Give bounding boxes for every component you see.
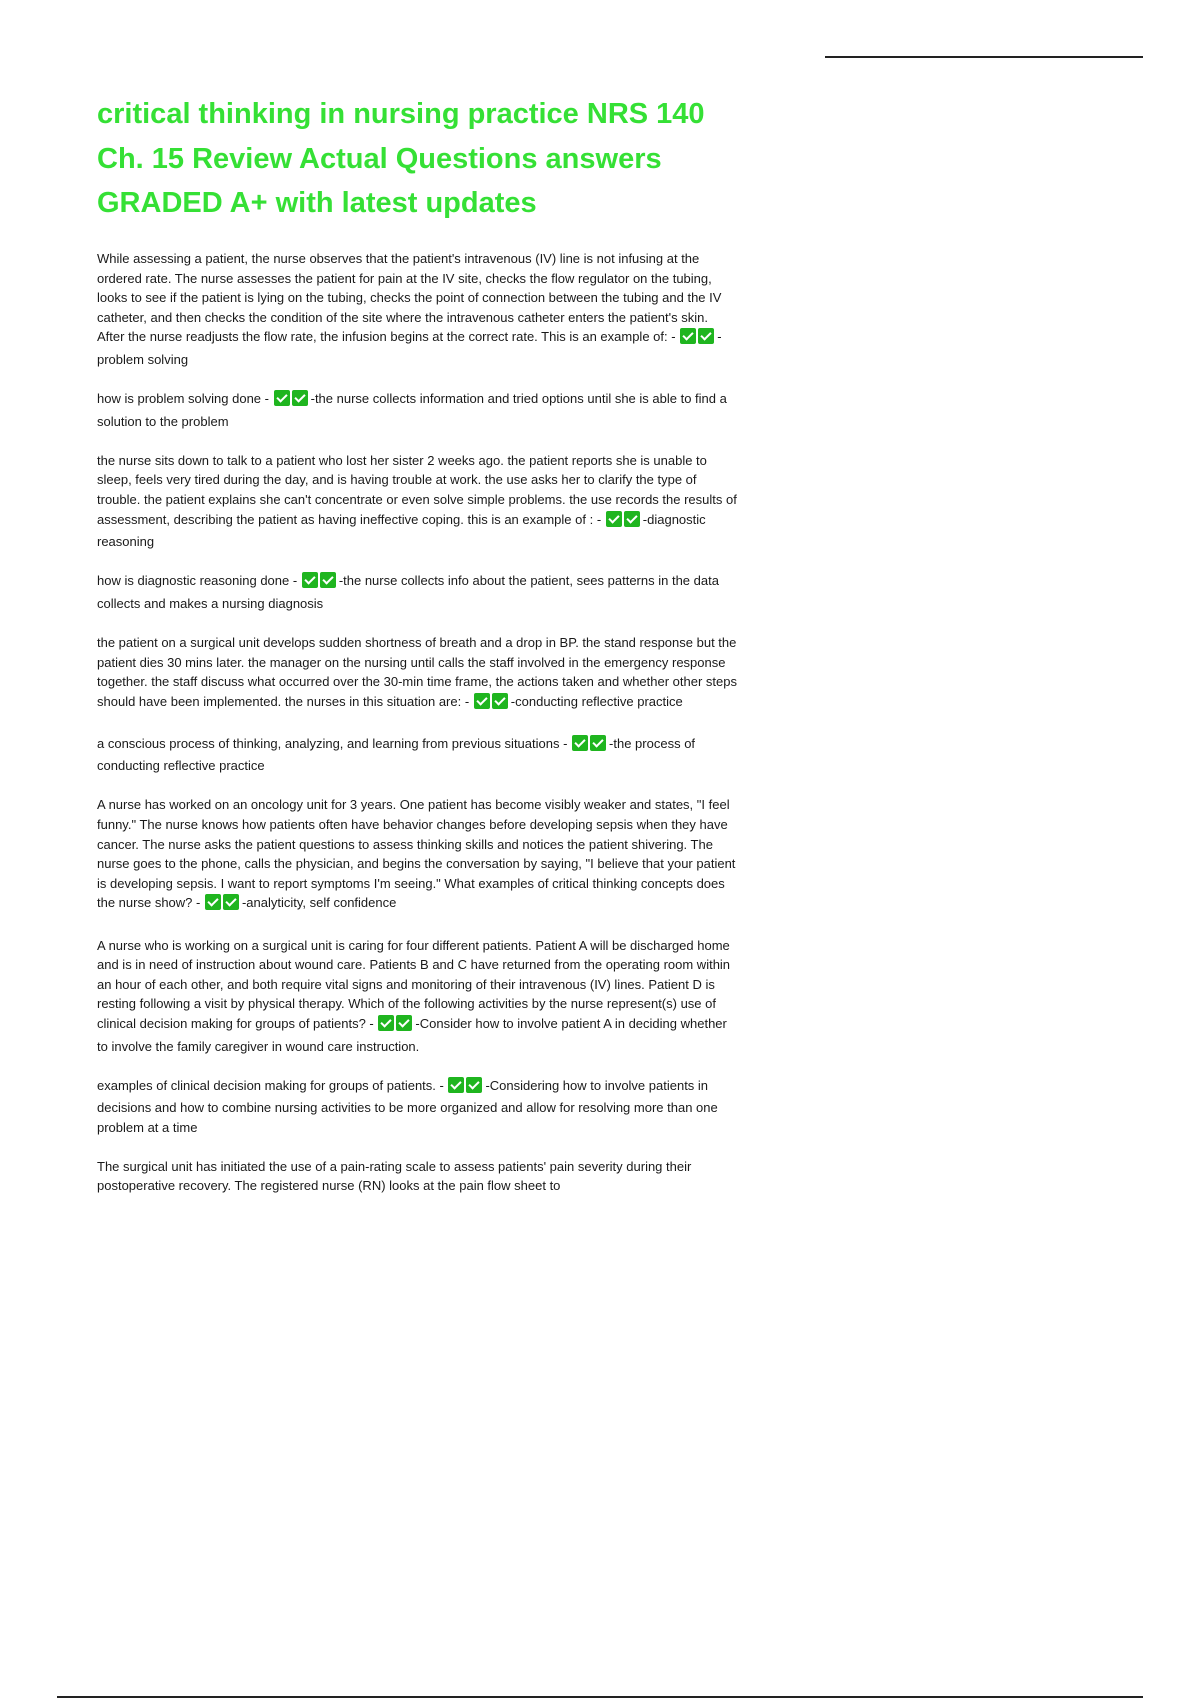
answer-text: -problem solving (97, 329, 722, 367)
check-icon (223, 894, 239, 910)
footer-rule (57, 1696, 1143, 1698)
document-title: critical thinking in nursing practice NRS 140 Ch. 15 Review Actual Questions answers GRADED A+ with latest updates (97, 98, 705, 219)
qa-item (97, 389, 737, 431)
check-icon (474, 693, 490, 709)
answer-checkmarks (572, 735, 608, 757)
qa-item (97, 451, 737, 552)
check-icon (680, 328, 696, 344)
check-icon (492, 693, 508, 709)
qa-list (97, 249, 737, 1216)
check-icon (274, 390, 290, 406)
check-icon (698, 328, 714, 344)
answer-text: -Considering how to involve patients in decisions and how to combine nursing activities to be more organized and allow for resolving more than one problem at a time (97, 1077, 718, 1135)
qa-item (97, 1157, 737, 1196)
check-icon (320, 572, 336, 588)
answer-checkmarks (378, 1015, 414, 1037)
qa-item (97, 795, 737, 916)
question-text: a conscious process of thinking, analyzing, and learning from previous situations - (97, 735, 568, 751)
qa-item (97, 1076, 737, 1138)
answer-text: -the process of conducting reflective practice (97, 735, 696, 774)
check-icon (448, 1077, 464, 1093)
check-icon (572, 735, 588, 751)
answer-checkmarks (205, 894, 241, 916)
question-text: A nurse who is working on a surgical unit is caring for four different patients. Patient A will be discharged home and is in need of instruction about wound care. Patients B and C have returned from the operating room within an hour of each other, and both require vital signs and monitoring of their intravenous (IV) lines. Patient D is resting following a visit by physical therapy. Which of the following activities by the nurse represent(s) use of clinical decision making for groups of patients? - (97, 937, 731, 1031)
check-icon (205, 894, 221, 910)
answer-text: -Consider how to involve patient A in deciding whether to involve the family caregiver in wound care instruction. (97, 1015, 727, 1054)
answer-text: -conducting reflective practice (510, 693, 683, 709)
question-text: The surgical unit has initiated the use of a pain-rating scale to assess patients' pain severity during their postoperative recovery. The registered nurse (RN) looks at the pain flow sheet to (97, 1158, 692, 1194)
qa-item (97, 936, 737, 1057)
question-text: how is diagnostic reasoning done - (97, 573, 298, 589)
answer-checkmarks (274, 390, 310, 412)
answer-text: -diagnostic reasoning (97, 511, 706, 550)
check-icon (378, 1015, 394, 1031)
qa-item (97, 633, 737, 714)
check-icon (606, 511, 622, 527)
check-icon (590, 735, 606, 751)
question-text: the nurse sits down to talk to a patient who lost her sister 2 weeks ago. the patient reports she is unable to sleep, feels very tired during the day, and is having trouble at work. the use asks her to clarify the type of trouble. the patient explains she can't concentrate or even solve simple problems. the use records the results of assessment, describing the patient as having ineffective coping. this is an example of : - (97, 452, 737, 527)
answer-checkmarks (302, 572, 338, 594)
qa-item (97, 249, 737, 370)
answer-checkmarks (474, 693, 510, 715)
check-icon (466, 1077, 482, 1093)
answer-checkmarks (448, 1077, 484, 1099)
answer-text: -the nurse collects information and tried options until she is able to find a solution to the problem (97, 391, 727, 429)
question-text: the patient on a surgical unit develops sudden shortness of breath and a drop in BP. the stand response but the patient dies 30 mins later. the manager on the nursing until calls the staff involved in the emergency response together. the staff discuss what occurred over the 30-min time frame, the actions taken and whether other steps should have been implemented. the nurses in this situation are: - (97, 634, 737, 709)
check-icon (396, 1015, 412, 1031)
answer-text: -analyticity, self confidence (241, 895, 397, 911)
qa-item (97, 571, 737, 613)
check-icon (302, 572, 318, 588)
answer-checkmarks (606, 511, 642, 533)
answer-checkmarks (680, 328, 716, 350)
check-icon (292, 390, 308, 406)
qa-item (97, 734, 737, 776)
answer-text: -the nurse collects info about the patient, sees patterns in the data collects and makes a nursing diagnosis (97, 573, 719, 611)
header-rule (825, 56, 1143, 58)
question-text: how is problem solving done - (97, 391, 269, 407)
check-icon (624, 511, 640, 527)
question-text: A nurse has worked on an oncology unit for 3 years. One patient has become visibly weaker and states, "I feel funny." The nurse knows how patients often have behavior changes before developing sepsis when they have cancer. The nurse asks the patient questions to assess thinking skills and notices the patient shivering. The nurse goes to the phone, calls the physician, and begins the conversation by saying, "I believe that your patient is developing sepsis. I want to report symptoms I'm seeing." What examples of critical thinking concepts does the nurse show? - (97, 797, 736, 911)
question-text: While assessing a patient, the nurse observes that the patient's intravenous (IV) line is not infusing at the ordered rate. The nurse assesses the patient for pain at the IV site, checks the flow regulator on the tubing, looks to see if the patient is lying on the tubing, checks the point of connection between the tubing and the IV catheter, and then checks the condition of the site where the intravenous catheter enters the patient's skin. After the nurse readjusts the flow rate, the infusion begins at the correct rate. This is an example of: - (97, 251, 722, 345)
question-text: examples of clinical decision making for groups of patients. - (97, 1077, 444, 1093)
